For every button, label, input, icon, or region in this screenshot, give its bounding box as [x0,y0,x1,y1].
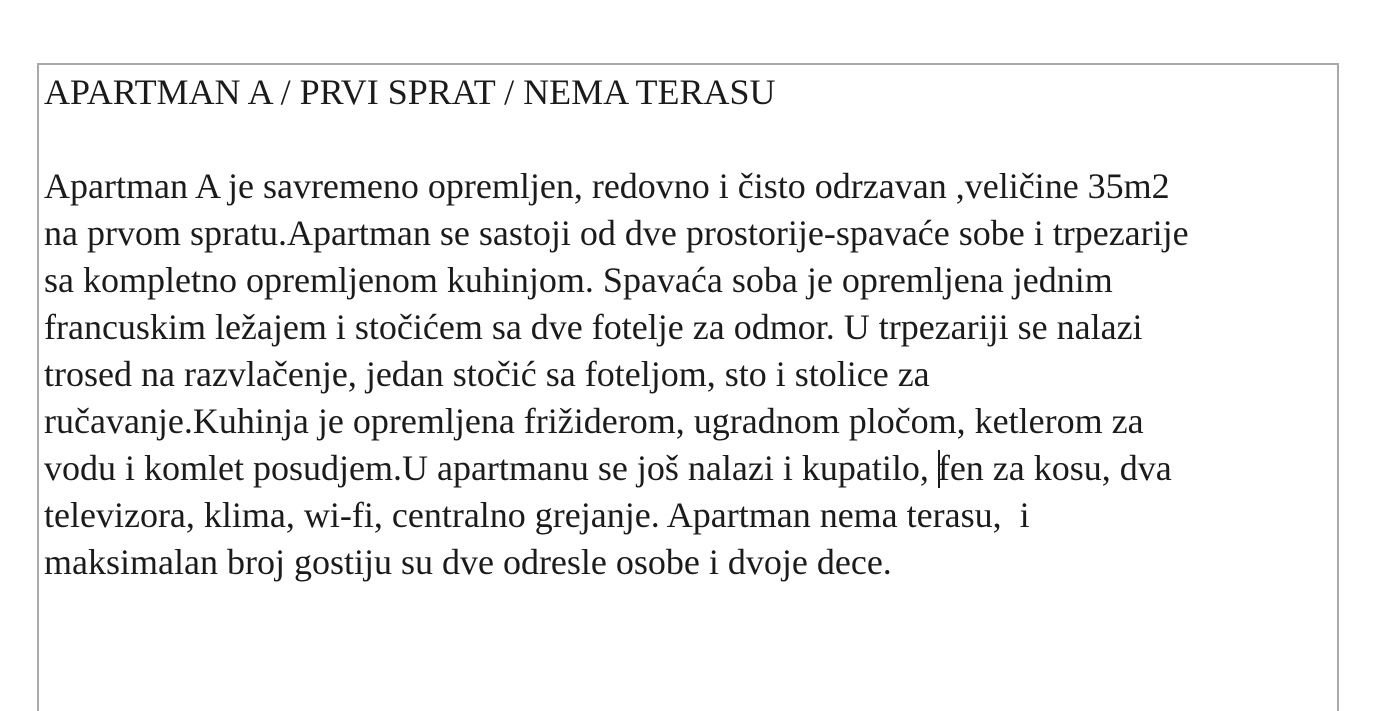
text-line: ručavanje.Kuhinja je opremljena frižiderom, ugradnom pločom, ketlerom za [44,401,1144,441]
description-textarea[interactable] [37,63,1339,711]
text-line: na prvom spratu.Apartman se sastoji od dve prostorije-spavaće sobe i trpezarije [44,213,1189,253]
text-line: maksimalan broj gostiju su dve odresle osobe i dvoje dece. [44,542,892,582]
blank-line [44,116,1333,163]
text-line: televizora, klima, wi-fi, centralno grejanje. Apartman nema terasu, i [44,495,1030,535]
caret-line-before-text: vodu i komlet posudjem.U apartmanu se još nalazi i kupatilo, [44,448,938,488]
text-line: sa kompletno opremljenom kuhinjom. Spavaća soba je opremljena jednim [44,260,1113,300]
text-line: francuskim ležajem i stočićem sa dve fotelje za odmor. U trpezariji se nalazi [44,307,1143,347]
caret-line-after-text: fen za kosu, dva [937,448,1172,488]
text-line: Apartman A je savremeno opremljen, redovno i čisto odrzavan ,veličine 35m2 [44,166,1170,206]
text-line-with-caret [44,445,1333,492]
document-title-line: APARTMAN A / PRVI SPRAT / NEMA TERASU [44,72,776,112]
text-line: trosed na razvlačenje, jedan stočić sa foteljom, sto i stolice za [44,354,930,394]
